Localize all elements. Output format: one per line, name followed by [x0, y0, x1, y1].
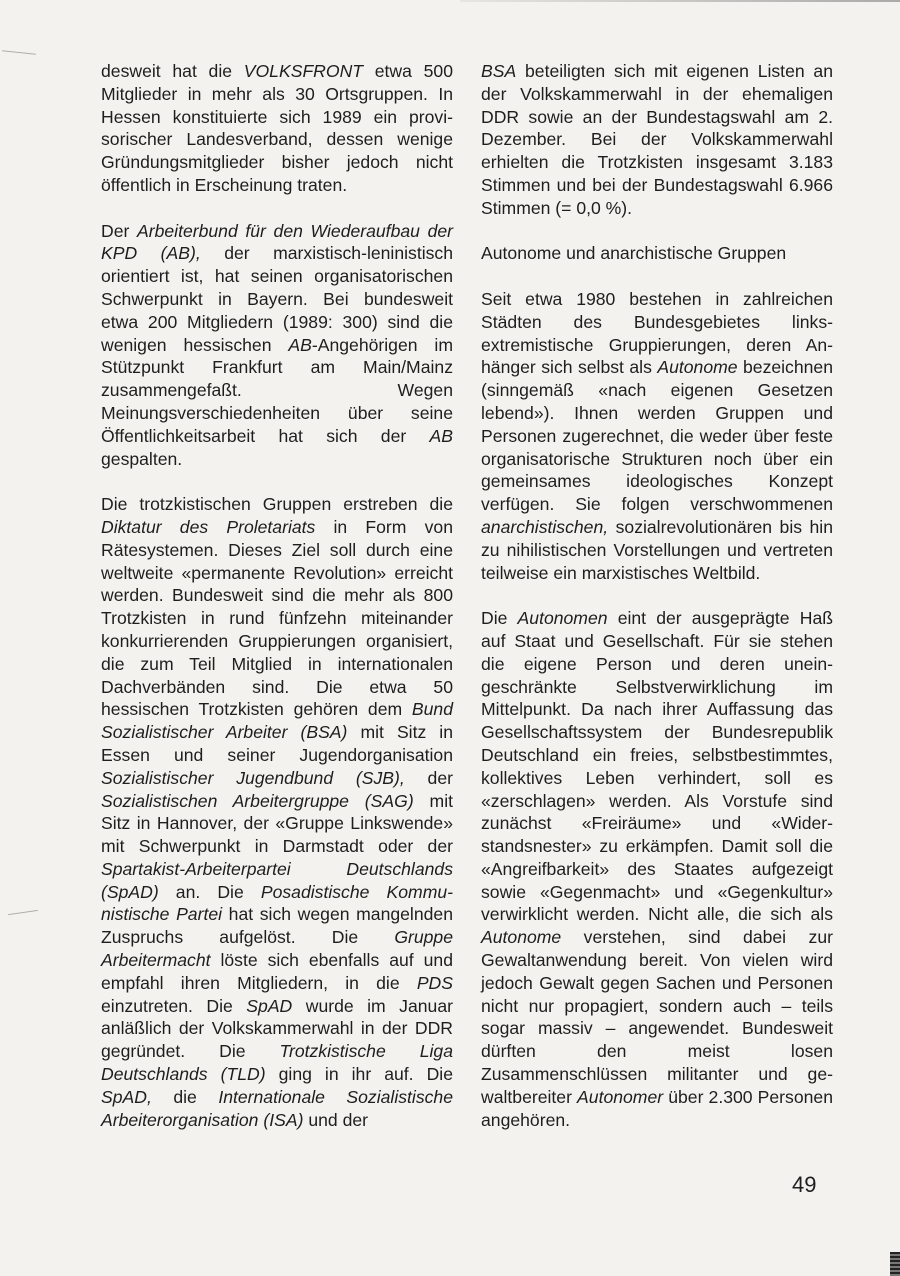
text-run: in Form von Rätesystemen. Dieses Ziel soll durch eine weltweite «permanente Revolution» erreicht werden. Bundesweit sind die mehr als 800 Trotzkisten in rund fünfzehn miteinander konkurrierenden Gruppierungen organisiert, die zum Teil Mitglied in internationalen Dachverbänden sind. Die etwa 50 hessischen Trotzkisten gehören dem	[101, 516, 453, 720]
text-run: Die	[481, 608, 518, 629]
italic-text-run: Gruppe Arbeitermacht	[101, 927, 453, 971]
text-run: Der	[101, 220, 137, 241]
italic-text-run: Bund Sozialistischer Arbeiter (BSA)	[101, 699, 453, 743]
text-run: etwa 500 Mitglieder in mehr als 30 Ortsgruppen. In Hessen konstituierte sich 1989 ein provisorischer Landesverband, dessen wenige Gründungsmitglieder bisher jedoch nicht öffentlich in Erscheinung traten.	[101, 61, 453, 195]
italic-text-run: Diktatur des Proletariats	[101, 516, 316, 537]
italic-text-run: Autonome	[657, 357, 738, 378]
italic-text-run: Internationale Sozialistische Arbeiterorganisation (ISA)	[101, 1086, 453, 1130]
italic-text-run: Autonomer	[577, 1086, 664, 1107]
italic-text-run: PDS	[416, 972, 453, 993]
text-run: der marxistisch-leninistisch orientiert ist, hat seinen organisatorischen Schwerpunkt in Bayern. Bei bundesweit etwa 200 Mitgliedern (1989: 300) sind die wenigen hessischen	[101, 243, 453, 355]
italic-text-run: Trotzkistische Liga Deutschlands (TLD)	[101, 1041, 453, 1085]
italic-text-run: AB	[288, 334, 312, 355]
left-paragraph-3	[101, 493, 453, 1131]
text-run: der	[404, 767, 453, 788]
text-run: mit Sitz in Essen und seiner Jugendorganisation	[101, 722, 454, 765]
right-intro-paragraph	[481, 60, 833, 220]
italic-text-run: Arbeiterbund für den Wiederaufbau der KPD (AB),	[101, 220, 453, 264]
scan-top-edge-line	[460, 0, 900, 2]
text-run: sozialrevolutionären bis hin zu nihilistischen Vorstellungen und vertreten teilweise ein marxistisches Weltbild.	[481, 516, 833, 583]
text-run: die	[151, 1086, 219, 1107]
text-run: -Angehörigen im Stützpunkt Frankfurt am Main/Mainz zusammengefaßt. Wegen Meinungsverschiedenheiten über seine Öffentlichkeitsarbeit hat sich der	[101, 334, 453, 446]
text-run: hat sich wegen mangelnden Zuspruchs aufgelöst. Die	[101, 904, 453, 948]
page-number: 49	[792, 1172, 817, 1197]
italic-text-run: Autonome	[481, 927, 562, 948]
italic-text-run: Autonomen	[517, 608, 608, 629]
section-heading: Autonome und anarchistische Gruppen	[481, 243, 787, 264]
italic-text-run: Sozialistischer Jugendbund (SJB),	[101, 767, 405, 788]
text-run: desweit hat die	[101, 61, 244, 81]
scan-speck	[2, 50, 36, 55]
right-paragraph-1	[481, 288, 833, 584]
text-run: verstehen, sind dabei zur Gewaltanwendung bereit. Von vielen wird jedoch Gewalt gegen Sachen und Personen nicht nur propagiert, sondern auch – teils sogar massiv – angewendet. Bundesweit dürften den meist losen Zusammenschlüssen militanter und gewaltbereiter	[481, 927, 833, 1107]
italic-text-run: SpAD,	[101, 1086, 152, 1107]
left-paragraph-2	[101, 220, 453, 471]
text-run: Die trotzkistischen Gruppen erstreben die	[101, 494, 453, 515]
text-run: ging in ihr auf. Die	[265, 1064, 453, 1085]
text-run: bezeichnen (sinngemäß «nach eigenen Gesetzen lebend»). Ihnen werden Gruppen und Personen zugerechnet, die weder über feste organisatorische Strukturen noch über ein gemeinsames ideologisches Konzept verfügen. Sie folgen verschwommenen	[481, 357, 833, 515]
right-column	[481, 60, 833, 1154]
scan-edge-mark	[890, 1252, 900, 1276]
italic-text-run: anarchistischen,	[481, 516, 609, 537]
italic-text-run: Posadistische Kommunistische Partei	[101, 881, 453, 925]
text-run: mit Sitz in Hannover, der «Gruppe Linkswende» mit Schwerpunkt in Darmstadt oder der	[101, 790, 453, 857]
scan-speck	[8, 910, 38, 915]
italic-text-run: VOLKSFRONT	[243, 61, 364, 81]
text-run: gespalten.	[101, 448, 183, 469]
left-paragraph-1	[101, 60, 453, 197]
text-run: an. Die	[158, 881, 261, 902]
text-run: Seit etwa 1980 bestehen in zahlreichen Städten des Bundesgebietes linksextremistische Gruppierungen, deren Anhänger sich selbst als	[481, 288, 833, 378]
italic-text-run: Sozialistischen Arbeitergruppe (SAG)	[101, 790, 414, 811]
italic-text-run: AB	[429, 425, 453, 446]
italic-text-run: Spartakist-Arbeiterpartei Deutschlands (SpAD)	[101, 858, 453, 902]
right-paragraph-2	[481, 607, 833, 1131]
text-run: über 2.300 Personen angehören.	[481, 1086, 833, 1130]
left-column	[101, 60, 453, 1154]
text-run: beteiligten sich mit eigenen Listen an der Volkskammerwahl in der ehemaligen DDR sowie an der Bundestagswahl am 2. Dezember. Bei der Volkskammerwahl erhielten die Trotzkisten insgesamt 3.183 Stimmen und bei der Bundestagswahl 6.966 Stimmen (= 0,0 %).	[481, 61, 833, 218]
text-run: eint der ausgeprägte Haß auf Staat und Gesellschaft. Für sie stehen die eigene Person und deren uneingeschränkte Selbstverwirklichung im Mittelpunkt. Da nach ihrer Auffassung das Gesellschaftssystem der Bundesrepublik Deutschland ein freies, selbstbestimmtes, kollektives Leben verhindert, soll es «zerschlagen» werden. Als Vorstufe sind zunächst «Freiräume» und «Widerstandsnester» zu erkämpfen. Damit soll die «Angreifbarkeit» des Staates aufgezeigt sowie «Gegenmacht» und «Gegenkultur» verwirklicht werden. Nicht alle, die sich als	[481, 608, 833, 925]
italic-text-run: SpAD	[246, 995, 293, 1016]
italic-text-run: BSA	[481, 61, 517, 81]
text-run: einzutreten. Die	[101, 995, 247, 1016]
text-run: wurde im Januar anläßlich der Volkskammerwahl in der DDR gegründet. Die	[101, 995, 453, 1062]
text-run: und der	[303, 1109, 368, 1130]
text-run: löste sich ebenfalls auf und empfahl ihren Mitgliedern, in die	[101, 950, 453, 993]
